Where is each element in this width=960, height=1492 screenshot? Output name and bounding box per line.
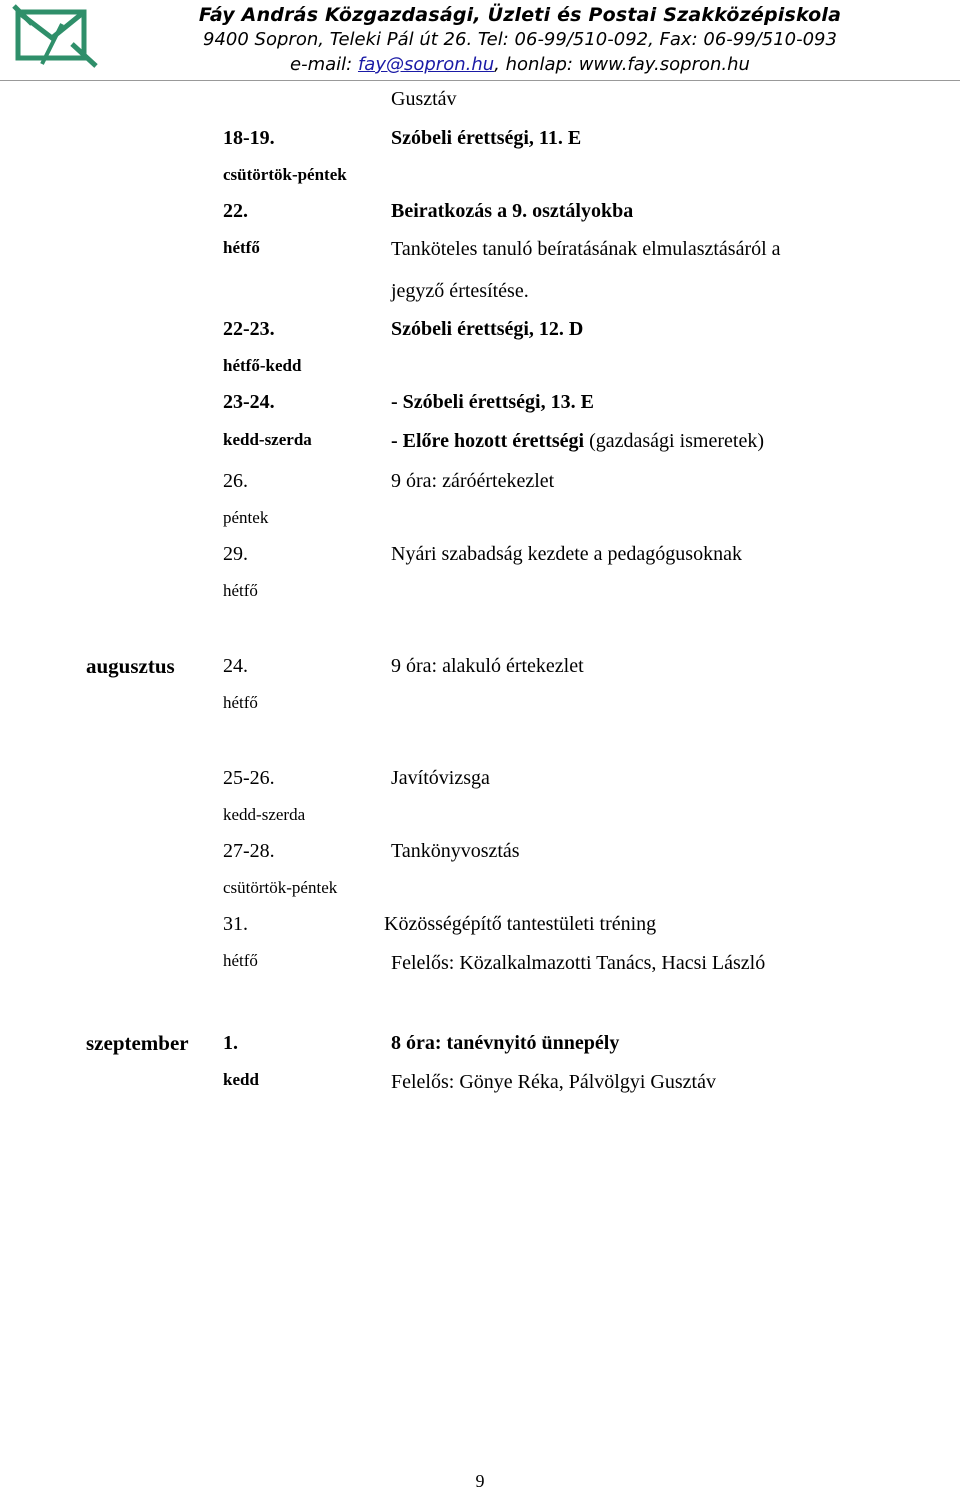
event-day: csütörtök-péntek	[223, 165, 347, 184]
page-number: 9	[475, 1471, 485, 1491]
event-date: 24.	[223, 655, 248, 677]
event-text-rest: (gazdasági ismeretek)	[584, 430, 764, 452]
event-text: Felelős: Közalkalmazotti Tanács, Hacsi László	[391, 952, 766, 974]
event-day: péntek	[223, 508, 269, 527]
event-day: csütörtök-péntek	[223, 878, 338, 897]
event-text: jegyző értesítése.	[391, 280, 529, 302]
event-text: Nyári szabadság kezdete a pedagógusoknak	[391, 543, 742, 565]
event-date: 18-19.	[223, 127, 275, 149]
email-label: e-mail:	[290, 54, 358, 75]
event-text: - Szóbeli érettségi, 13. E	[391, 391, 594, 413]
event-text: 9 óra: záróértekezlet	[391, 470, 555, 492]
school-name: Fáy András Közgazdasági, Üzleti és Postai Szakközépiskola	[198, 4, 842, 26]
event-day: hétfő	[223, 581, 258, 600]
event-text: Közösségépítő tantestületi tréning	[384, 913, 657, 935]
event-date: 26.	[223, 470, 248, 492]
event-text: Felelős: Gönye Réka, Pálvölgyi Gusztáv	[391, 1071, 716, 1093]
school-address: 9400 Sopron, Teleki Pál út 26. Tel: 06-99/510-092, Fax: 06-99/510-093	[203, 29, 837, 50]
event-text: 8 óra: tanévnyitó ünnepély	[391, 1032, 620, 1054]
event-date: 27-28.	[223, 840, 275, 862]
event-date: 22.	[223, 200, 248, 222]
event-date: 31.	[223, 913, 248, 935]
event-day: hétfő-kedd	[223, 356, 302, 375]
email-link[interactable]: fay@sopron.hu	[357, 54, 495, 75]
header-divider	[0, 80, 960, 81]
event-text: Gusztáv	[391, 88, 457, 110]
event-text	[391, 431, 764, 451]
event-date: 25-26.	[223, 767, 275, 789]
event-date: 23-24.	[223, 391, 275, 413]
month-label: augusztus	[86, 654, 175, 678]
event-day: kedd-szerda	[223, 805, 306, 824]
event-text: Szóbeli érettségi, 12. D	[391, 318, 584, 340]
web-label: , honlap: www.fay.sopron.hu	[494, 54, 750, 75]
event-day: hétfő	[223, 693, 258, 712]
event-text: Tanköteles tanuló beíratásának elmulasztásáról a	[391, 238, 781, 260]
month-label: szeptember	[86, 1031, 189, 1055]
event-text: Beiratkozás a 9. osztályokba	[391, 200, 634, 222]
event-day: hétfő	[223, 238, 260, 257]
event-text: Szóbeli érettségi, 11. E	[391, 127, 582, 149]
event-date: 29.	[223, 543, 248, 565]
event-text: 9 óra: alakuló értekezlet	[391, 655, 584, 677]
event-day: hétfő	[223, 951, 258, 970]
event-text-bold: - Előre hozott érettségi	[391, 430, 585, 452]
event-day: kedd	[223, 1070, 259, 1089]
event-day: kedd-szerda	[223, 430, 312, 449]
event-date: 22-23.	[223, 318, 275, 340]
event-date: 1.	[223, 1032, 238, 1054]
contact-line	[40, 54, 960, 75]
event-text: Javítóvizsga	[391, 767, 490, 789]
event-text: Tankönyvosztás	[391, 840, 520, 862]
